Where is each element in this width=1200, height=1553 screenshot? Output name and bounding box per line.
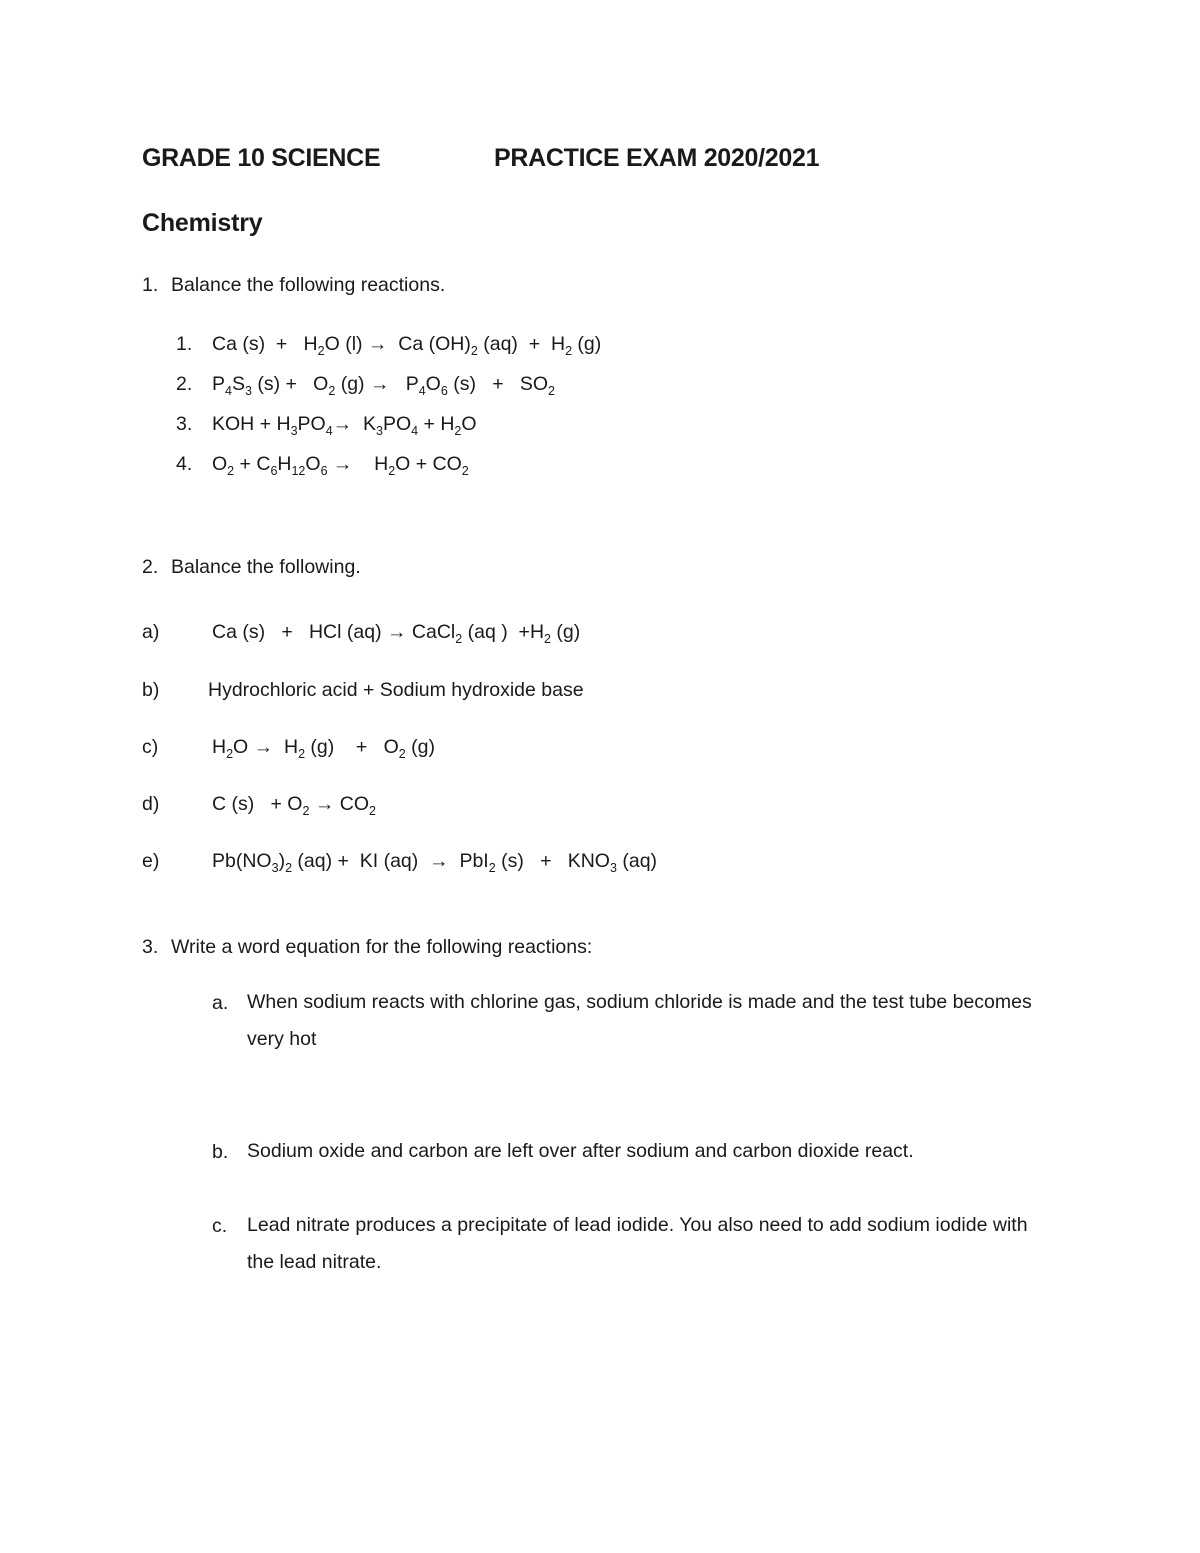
subscript: 3 — [609, 861, 617, 875]
q2-item-equation — [212, 792, 376, 816]
question-3-prompt: Write a word equation for the following reactions: — [171, 936, 593, 958]
subscript: 2 — [302, 804, 310, 818]
subscript: 12 — [291, 464, 306, 478]
subscript: 6 — [320, 464, 328, 478]
subscript: 2 — [548, 384, 555, 398]
q2-item-equation — [212, 735, 435, 759]
equation-text: (s) + SO — [447, 373, 549, 395]
equation-text: (g) → P — [335, 373, 419, 395]
subscript: 4 — [225, 384, 232, 398]
equation-text: PO — [297, 413, 326, 435]
question-2-prompt: Balance the following. — [171, 556, 361, 578]
q1-item-number: 4. — [176, 453, 193, 475]
section-title: Chemistry — [142, 209, 263, 237]
subscript: 2 — [565, 344, 573, 358]
subscript: 3 — [244, 384, 252, 398]
equation-text: Ca (s) + HCl (aq) → CaCl — [212, 621, 456, 643]
question-1-prompt: Balance the following reactions. — [171, 274, 446, 296]
subscript: 2 — [226, 747, 234, 761]
subscript: 3 — [290, 424, 298, 438]
equation-text: O → H — [233, 736, 299, 758]
equation-text: (s) + KNO — [495, 850, 610, 872]
equation-text: O — [461, 413, 477, 435]
q3-item-label: c. — [212, 1215, 228, 1237]
question-3-number: 3. — [142, 936, 159, 958]
exam-title-left: GRADE 10 SCIENCE — [142, 144, 381, 172]
q1-item-number: 1. — [176, 333, 193, 355]
subscript: 2 — [227, 464, 235, 478]
subscript: 4 — [418, 384, 426, 398]
q1-item-equation — [212, 452, 469, 476]
q3-item-text: Sodium oxide and carbon are left over after sodium and carbon dioxide react. — [247, 1140, 914, 1162]
equation-text: + H — [418, 413, 455, 435]
subscript: 2 — [285, 861, 293, 875]
subscript: 2 — [388, 464, 396, 478]
q1-item-equation — [212, 412, 477, 436]
equation-text: (aq) — [616, 850, 658, 872]
question-2-number: 2. — [142, 556, 159, 578]
subscript: 6 — [440, 384, 448, 398]
subscript: 4 — [411, 424, 419, 438]
subscript: 2 — [398, 747, 406, 761]
equation-text: O — [305, 453, 321, 475]
q1-item-equation — [212, 332, 601, 356]
equation-text: (s) + O — [251, 373, 329, 395]
q3-item-text: When sodium reacts with chlorine gas, sodium chloride is made and the test tube becomes very hot — [247, 991, 1032, 1050]
question-1-number: 1. — [142, 274, 159, 296]
equation-text: (g) — [550, 621, 581, 643]
q1-item-number: 2. — [176, 373, 193, 395]
q2-item-label: d) — [142, 793, 160, 815]
q2-item-equation — [212, 849, 657, 873]
q2-item-label: b) — [142, 679, 160, 701]
q3-item-label: a. — [212, 992, 229, 1014]
equation-text: O — [425, 373, 441, 395]
subscript: 2 — [470, 344, 478, 358]
equation-text: S — [231, 373, 245, 395]
equation-text: PO — [382, 413, 412, 435]
equation-text: (aq ) +H — [462, 621, 545, 643]
equation-text: (g) — [572, 333, 602, 355]
exam-title-right: PRACTICE EXAM 2020/2021 — [494, 144, 820, 172]
equation-text: O — [212, 453, 228, 475]
subscript: 2 — [461, 464, 469, 478]
subscript: 2 — [317, 344, 325, 358]
equation-text: P — [212, 373, 226, 395]
equation-text: O + CO — [395, 453, 462, 475]
subscript: 2 — [298, 747, 306, 761]
equation-text: ) — [278, 850, 286, 872]
equation-text: → K — [332, 413, 376, 435]
equation-text: (aq) + KI (aq) → PbI — [292, 850, 489, 872]
subscript: 2 — [455, 632, 463, 646]
equation-text: Pb(NO — [212, 850, 272, 872]
equation-text: O (l) → Ca (OH) — [324, 333, 471, 355]
q2-item-label: a) — [142, 621, 160, 643]
subscript: 3 — [376, 424, 383, 438]
equation-text: C (s) + O — [212, 793, 303, 815]
equation-text: (g) + O — [305, 736, 399, 758]
equation-text: Hydrochloric acid + Sodium hydroxide base — [208, 679, 584, 701]
subscript: 2 — [328, 384, 336, 398]
q3-item-label: b. — [212, 1141, 229, 1163]
equation-text: → CO — [309, 793, 370, 815]
equation-text: Ca (s) + H — [212, 333, 318, 355]
equation-text: + C — [234, 453, 271, 475]
q1-item-number: 3. — [176, 413, 193, 435]
q2-item-label: c) — [142, 736, 159, 758]
q2-item-equation — [212, 620, 580, 644]
subscript: 4 — [325, 424, 333, 438]
equation-text: H — [212, 736, 227, 758]
subscript: 2 — [488, 861, 496, 875]
subscript: 6 — [270, 464, 278, 478]
subscript: 3 — [271, 861, 279, 875]
q2-item-equation — [208, 678, 584, 702]
subscript: 2 — [454, 424, 462, 438]
equation-text: KOH + H — [212, 413, 291, 435]
equation-text: → H — [327, 453, 389, 475]
q2-item-label: e) — [142, 850, 160, 872]
subscript: 2 — [544, 632, 551, 646]
equation-text: (aq) + H — [477, 333, 566, 355]
equation-text: (g) — [405, 736, 435, 758]
q3-item-text: Lead nitrate produces a precipitate of lead iodide. You also need to add sodium iodide with the lead nitrate. — [247, 1214, 1028, 1273]
equation-text: H — [277, 453, 292, 475]
q1-item-equation — [212, 372, 555, 396]
subscript: 2 — [369, 804, 376, 818]
